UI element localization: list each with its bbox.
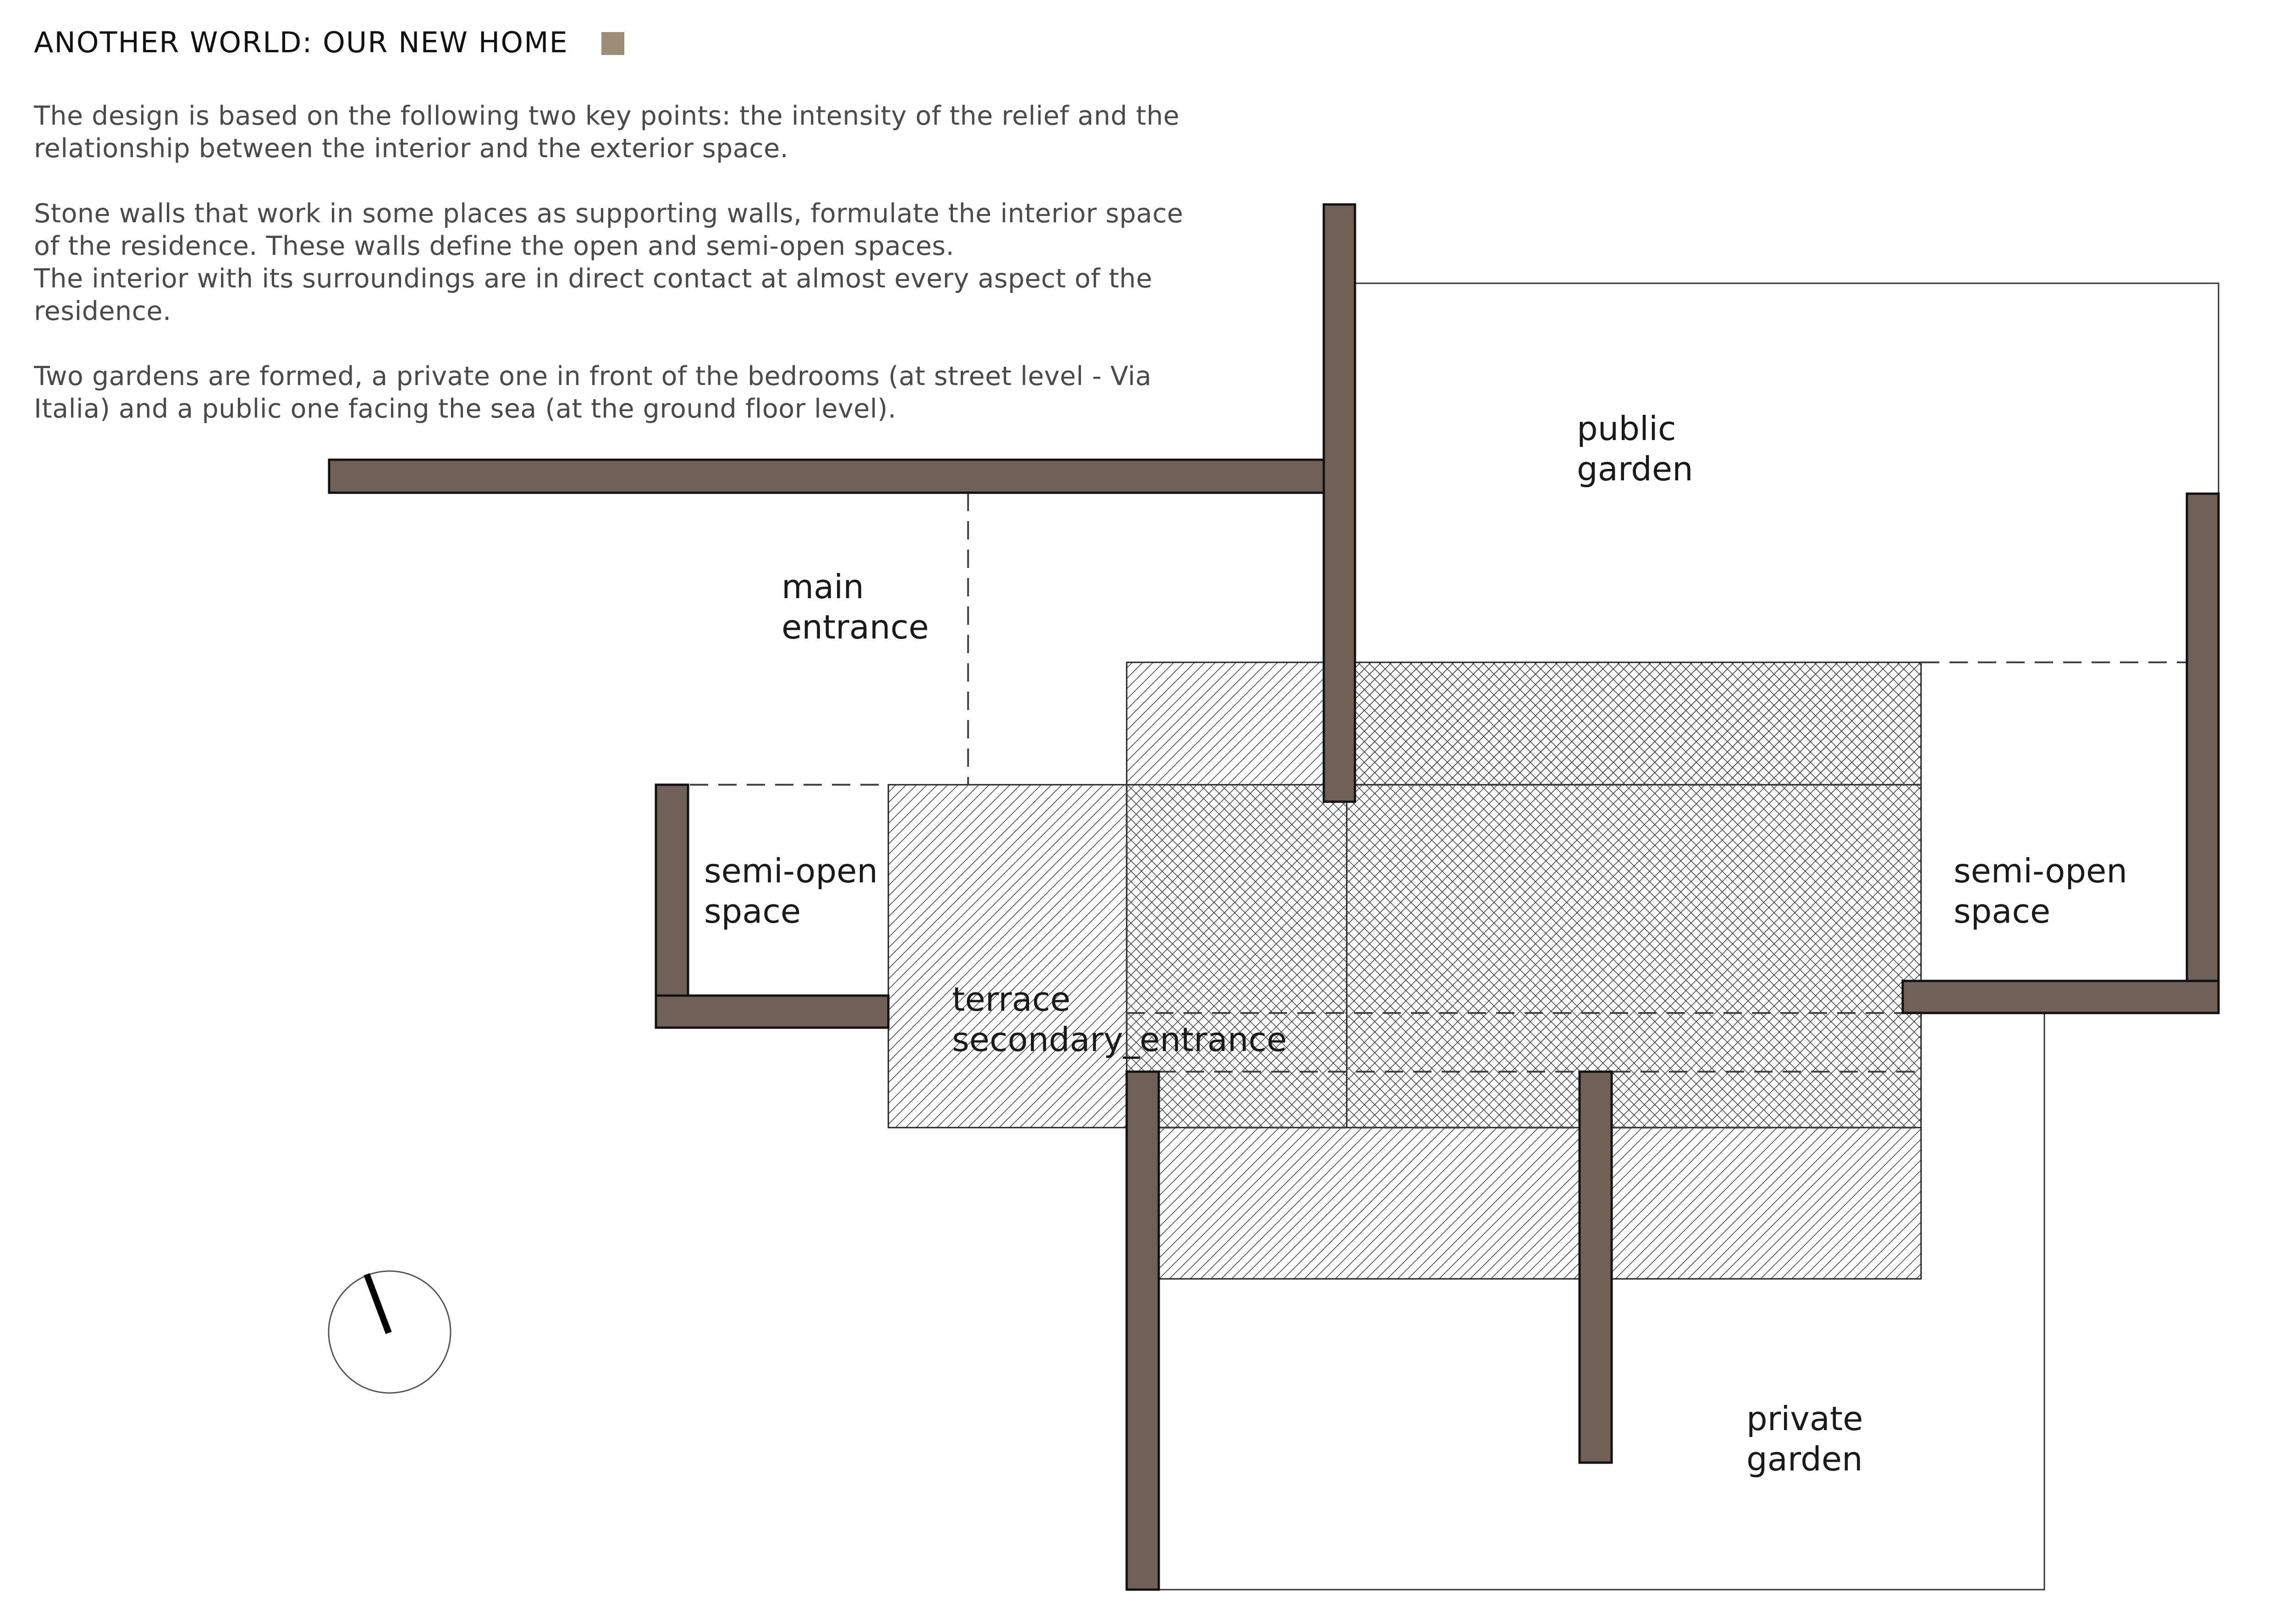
label-public-garden bbox=[1577, 409, 1693, 488]
wall-west-vertical bbox=[656, 785, 688, 1028]
wall-east-horizontal bbox=[1903, 981, 2219, 1013]
description-paragraph-2: Stone walls that work in some places as supporting walls, formulate the interior space of the residence. These walls define the open and semi-open spaces. The interior with its surroundings are in direct contact at almost every aspect of the residence. bbox=[34, 198, 1184, 326]
label-main-entrance-line2: entrance bbox=[782, 608, 929, 646]
page-title: ANOTHER WORLD: OUR NEW HOME bbox=[34, 26, 568, 59]
label-main-entrance-line1: main bbox=[782, 567, 864, 606]
label-semi-open-left-line2: space bbox=[704, 892, 801, 930]
label-semi-open-right-line1: semi-open bbox=[1954, 852, 2127, 890]
description-paragraph-1: The design is based on the following two key points: the intensity of the relief and the relationship between the interior and the exterior space. bbox=[34, 101, 1180, 164]
wall-south-west-vertical bbox=[1127, 1072, 1159, 1590]
label-private-garden-line1: private bbox=[1746, 1399, 1863, 1438]
wall-north-horizontal bbox=[329, 460, 1324, 493]
label-terrace-line1: terrace bbox=[952, 980, 1071, 1018]
label-terrace-line2: secondary_entrance bbox=[952, 1020, 1287, 1059]
wall-east-vertical bbox=[2187, 494, 2219, 1013]
north-arrow-icon bbox=[329, 1271, 451, 1393]
label-semi-open-left bbox=[704, 852, 888, 930]
public-garden-boundary bbox=[1352, 283, 2219, 495]
label-semi-open-right bbox=[1954, 852, 2138, 930]
label-semi-open-right-line2: space bbox=[1954, 892, 2051, 930]
label-public-garden-line2: garden bbox=[1577, 450, 1693, 488]
wall-central-vertical bbox=[1324, 204, 1355, 802]
interior-lower-band bbox=[1127, 1128, 1921, 1279]
description-paragraph-3: Two gardens are formed, a private one in front of the bedrooms (at street level - Via Italia) and a public one facing the sea (at the ground floor level). bbox=[34, 361, 1152, 424]
label-semi-open-left-line1: semi-open bbox=[704, 852, 878, 890]
wall-west-horizontal bbox=[656, 996, 888, 1028]
label-main-entrance bbox=[782, 567, 929, 646]
label-private-garden bbox=[1746, 1399, 1873, 1478]
label-private-garden-line2: garden bbox=[1746, 1440, 1863, 1478]
wall-south-mid-vertical bbox=[1580, 1072, 1612, 1463]
label-public-garden-line1: public bbox=[1577, 409, 1676, 448]
